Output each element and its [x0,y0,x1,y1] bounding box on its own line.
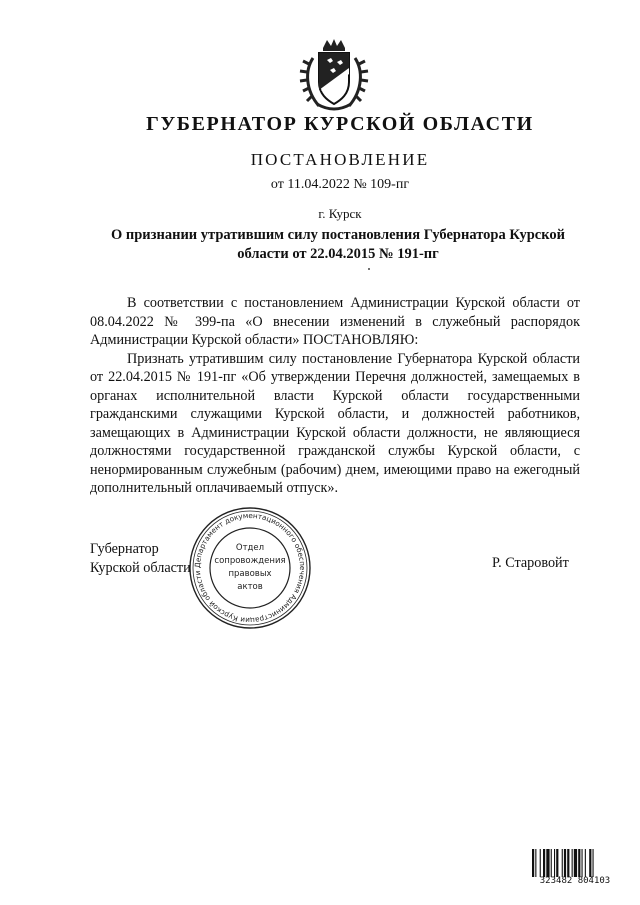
document-subject: О признании утратившим силу постановления Губернатора Курской области от 22.04.2015 № 191-пг [110,227,566,262]
coat-of-arms-icon [299,38,369,114]
signatory-position-line2: Курской области [90,560,191,576]
signatory-name: Р. Старовойт [492,555,569,571]
official-stamp-icon [188,506,312,630]
stamp-outer-text: Департамент документационного обеспечения Администрации Курской области [192,510,308,626]
stamp-inner-line3: правовых [228,569,272,579]
barcode-number: 323482 804103 [539,876,611,886]
body-paragraph-preamble: В соответствии с постановлением Администрации Курской области от 08.04.2022 № 399-па «О внесении изменений в служебный распорядок Администрации Курской области» ПОСТАНОВЛЯЮ: [90,295,580,348]
document-city: г. Курск [318,206,362,221]
body-paragraph-resolution: Признать утратившим силу постановление Губернатора Курской области от 22.04.2015 № 191-пг «Об утверждении Перечня должностей, замещаемых в органах исполнительной власти Курской области государственными гражданскими служащими Курской области, и должностей работников, замещающих в Администрации Курской области должности, не являющиеся должностями государственной гражданской службы Курской области, с ненормированным служебным (рабочим) днем, имеющими право на ежегодный дополнительный оплачиваемый отпуск». [90,350,580,496]
document-authority-title: ГУБЕРНАТОР КУРСКОЙ ОБЛАСТИ [146,113,534,135]
stamp-inner-line2: сопровождения [214,556,286,566]
barcode-icon [532,849,620,877]
signatory-position-line1: Губернатор [90,541,159,557]
document-body [90,294,580,498]
signatory-position [90,540,191,578]
document-date-number: от 11.04.2022 № 109-пг [270,177,410,192]
stray-dot [368,268,370,270]
document-type-heading: ПОСТАНОВЛЕНИЕ [250,150,430,169]
stamp-inner-line1: Отдел [235,543,265,553]
stamp-inner-line4: актов [237,582,263,592]
